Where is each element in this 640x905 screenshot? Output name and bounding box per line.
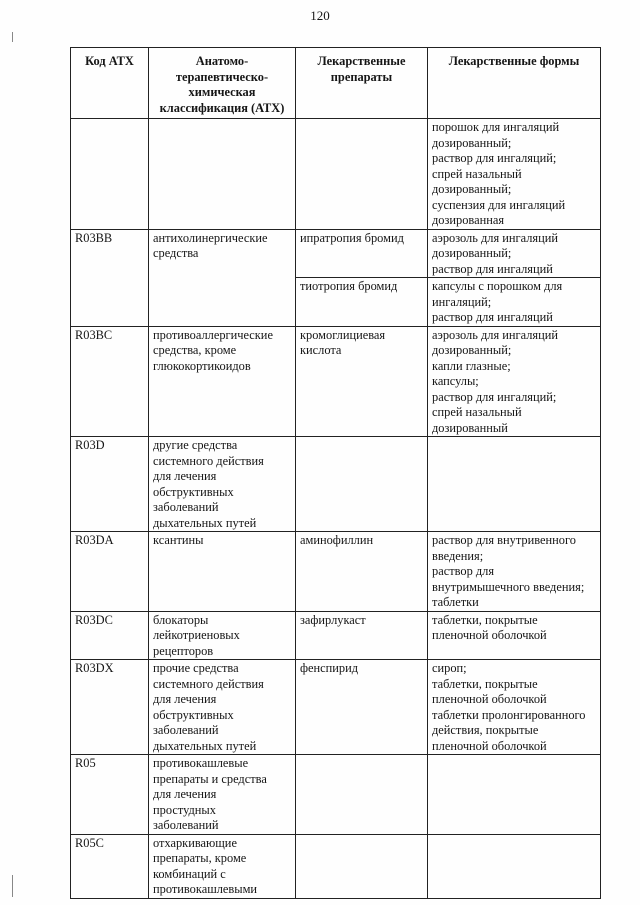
- table-row: [71, 611, 601, 660]
- cell-forms: [428, 611, 601, 660]
- cell-classification: [149, 834, 296, 898]
- cell-line: ксантины: [153, 533, 204, 547]
- table-row: [71, 326, 601, 437]
- cell-line: пленочной оболочкой: [432, 692, 547, 706]
- cell-line: для лечения: [153, 692, 217, 706]
- cell-line: антихолинергические: [153, 230, 268, 245]
- cell-line: системного действия: [153, 676, 264, 691]
- scan-edge-mark: [12, 875, 13, 897]
- cell-line: таблетки: [432, 595, 479, 609]
- cell-line: заболеваний: [153, 500, 219, 514]
- cell-line: прочие средства: [153, 661, 239, 675]
- cell-line: раствор для: [432, 564, 495, 578]
- cell-forms: [428, 229, 601, 278]
- cell-code: [71, 119, 149, 230]
- cell-line: аминофиллин: [300, 533, 374, 547]
- cell-line: аэрозоль для ингаляций: [432, 327, 559, 342]
- cell-forms: [428, 755, 601, 835]
- cell-line: заболеваний: [153, 818, 219, 832]
- atc-table: [70, 47, 601, 899]
- cell-line: таблетки пролонгированного: [432, 707, 586, 722]
- cell-drug: [296, 660, 428, 755]
- cell-line: рецепторов: [153, 643, 214, 658]
- cell-line: простудных: [153, 802, 216, 817]
- cell-code: R03D: [71, 437, 149, 532]
- cell-drug: [296, 119, 428, 230]
- table-row: [71, 834, 601, 898]
- table-row: [71, 437, 601, 532]
- cell-line: для лечения: [153, 469, 217, 483]
- cell-line: противокашлевые: [153, 756, 249, 770]
- cell-line: капсулы с порошком для: [432, 279, 563, 293]
- cell-line: противокашлевыми: [153, 882, 258, 896]
- cell-code: R03DC: [71, 611, 149, 660]
- cell-line: противоаллергические: [153, 327, 273, 342]
- cell-line: раствор для внутривенного: [432, 533, 576, 547]
- table-row: [71, 229, 601, 278]
- cell-code: R05C: [71, 834, 149, 898]
- cell-drug: [296, 532, 428, 612]
- cell-line: раствор для ингаляций;: [432, 389, 557, 404]
- cell-forms: [428, 119, 601, 230]
- cell-line: действия, покрытые: [432, 723, 539, 737]
- cell-forms: [428, 532, 601, 612]
- cell-line: тиотропия бромид: [300, 279, 398, 293]
- cell-forms: [428, 437, 601, 532]
- cell-line: внутримышечного введения;: [432, 579, 585, 594]
- cell-line: пленочной оболочкой: [432, 738, 547, 753]
- cell-line: капли глазные;: [432, 358, 511, 373]
- cell-classification: [149, 437, 296, 532]
- table-header-row: [71, 48, 601, 119]
- cell-code: R03BC: [71, 326, 149, 437]
- cell-line: дозированный;: [432, 343, 512, 357]
- cell-line: средства, кроме: [153, 343, 237, 357]
- cell-line: обструктивных: [153, 484, 234, 499]
- cell-classification: [149, 611, 296, 660]
- cell-classification: [149, 229, 296, 326]
- cell-line: обструктивных: [153, 707, 234, 722]
- cell-classification: [149, 660, 296, 755]
- cell-line: дыхательных путей: [153, 738, 257, 753]
- scan-edge-mark: [12, 32, 13, 42]
- cell-forms: [428, 278, 601, 327]
- cell-line: сироп;: [432, 661, 467, 675]
- cell-line: фенспирид: [300, 661, 359, 675]
- cell-line: дозированный: [432, 420, 508, 435]
- header-forms: Лекарственные формы: [428, 48, 601, 119]
- header-drugs: Лекарственные препараты: [296, 48, 428, 119]
- cell-line: глюкокортикоидов: [153, 358, 251, 373]
- cell-line: зафирлукаст: [300, 612, 366, 627]
- cell-line: раствор для ингаляций: [432, 261, 553, 276]
- cell-code: R03BB: [71, 229, 149, 326]
- cell-code: R05: [71, 755, 149, 835]
- cell-line: дозированный;: [432, 246, 512, 260]
- cell-line: кромоглициевая: [300, 327, 386, 342]
- cell-line: для лечения: [153, 787, 217, 801]
- cell-code: R03DA: [71, 532, 149, 612]
- cell-line: введения;: [432, 548, 484, 563]
- cell-line: таблетки, покрытые: [432, 676, 538, 691]
- header-code: Код АТХ: [71, 48, 149, 119]
- cell-line: средства: [153, 246, 199, 260]
- cell-classification: [149, 755, 296, 835]
- header-classification: Анатомо-терапевтическо-химическая классификация (АТХ): [149, 48, 296, 119]
- page-number: 120: [310, 8, 330, 23]
- cell-line: лейкотриеновых: [153, 628, 240, 642]
- table-row: [71, 532, 601, 612]
- cell-line: раствор для ингаляций: [432, 310, 553, 324]
- cell-line: капсулы;: [432, 374, 479, 388]
- table-row: [71, 755, 601, 835]
- cell-line: блокаторы: [153, 612, 209, 627]
- table-row: [71, 119, 601, 230]
- cell-drug: [296, 278, 428, 327]
- cell-line: комбинаций с: [153, 866, 226, 881]
- cell-drug: [296, 611, 428, 660]
- cell-drug: [296, 834, 428, 898]
- cell-line: пленочной оболочкой: [432, 628, 547, 642]
- cell-classification: [149, 326, 296, 437]
- cell-line: дыхательных путей: [153, 515, 257, 530]
- cell-line: порошок для ингаляций: [432, 120, 560, 134]
- cell-forms: [428, 834, 601, 898]
- cell-line: ингаляций;: [432, 294, 492, 309]
- cell-line: препараты, кроме: [153, 851, 247, 865]
- cell-line: спрей назальный: [432, 166, 522, 181]
- cell-drug: [296, 755, 428, 835]
- cell-line: дозированная: [432, 213, 505, 227]
- cell-forms: [428, 660, 601, 755]
- cell-classification: [149, 532, 296, 612]
- cell-line: другие средства: [153, 438, 238, 452]
- cell-line: препараты и средства: [153, 771, 267, 786]
- cell-line: дозированный;: [432, 182, 512, 196]
- cell-line: суспензия для ингаляций: [432, 197, 566, 212]
- cell-code: R03DX: [71, 660, 149, 755]
- cell-drug: [296, 229, 428, 278]
- cell-line: аэрозоль для ингаляций: [432, 230, 559, 245]
- cell-line: системного действия: [153, 453, 264, 468]
- cell-line: дозированный;: [432, 135, 512, 150]
- cell-line: раствор для ингаляций;: [432, 151, 557, 165]
- cell-line: заболеваний: [153, 723, 219, 737]
- cell-line: кислота: [300, 343, 342, 357]
- cell-classification: [149, 119, 296, 230]
- cell-drug: [296, 437, 428, 532]
- cell-line: спрей назальный: [432, 405, 522, 419]
- cell-line: таблетки, покрытые: [432, 612, 538, 627]
- cell-forms: [428, 326, 601, 437]
- cell-drug: [296, 326, 428, 437]
- table-row: [71, 660, 601, 755]
- cell-line: отхаркивающие: [153, 835, 237, 850]
- cell-line: ипратропия бромид: [300, 230, 404, 245]
